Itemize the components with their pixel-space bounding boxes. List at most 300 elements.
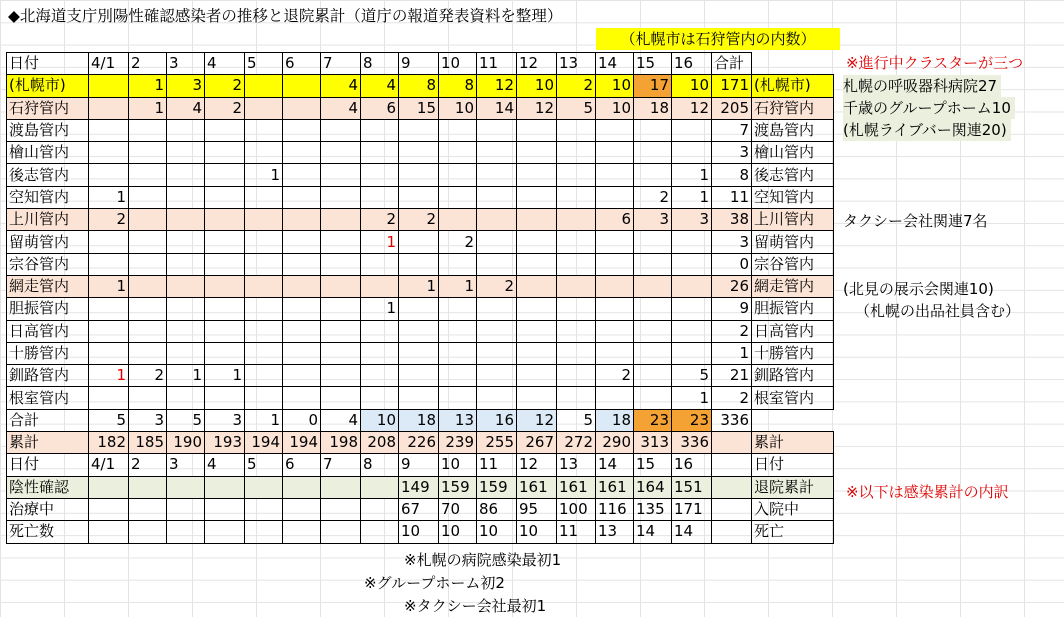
- region-row: [7, 209, 834, 231]
- daily-count-cell: [672, 275, 712, 297]
- daily-count-cell: [89, 75, 129, 97]
- region-name: 空知管内: [7, 186, 89, 208]
- daily-count-cell: [321, 320, 361, 342]
- cluster-note-3: (札幌ライブバー関連20): [843, 119, 1011, 141]
- daily-count-cell: [517, 320, 557, 342]
- daily-count-cell: 4: [167, 97, 205, 119]
- daily-count-cell: 2: [205, 97, 245, 119]
- daily-count-cell: [283, 97, 321, 119]
- region-name: 檜山管内: [7, 142, 89, 164]
- daily-count-cell: 2: [596, 365, 634, 387]
- daily-count-cell: 10: [517, 75, 557, 97]
- daily-count-cell: 1: [89, 275, 129, 297]
- daily-count-cell: 1: [672, 186, 712, 208]
- region-name-right: 日高管内: [752, 320, 834, 342]
- daily-count-cell: [634, 231, 672, 253]
- date-cell-2: 10: [439, 454, 477, 476]
- daily-count-cell: [634, 119, 672, 141]
- region-row: [7, 253, 834, 275]
- region-total: 9: [712, 298, 752, 320]
- daily-count-cell: [89, 164, 129, 186]
- region-name: 網走管内: [7, 275, 89, 297]
- negative-label-right: 退院累計: [752, 476, 834, 498]
- daily-count-cell: 1: [439, 275, 477, 297]
- daily-count-cell: [634, 365, 672, 387]
- daily-count-cell: 1: [89, 365, 129, 387]
- daily-count-cell: [361, 342, 399, 364]
- cumulative-cell: 239: [439, 432, 477, 454]
- date-cell-2: 11: [477, 454, 517, 476]
- negative-cell: 151: [672, 476, 712, 498]
- death-cell: 10: [477, 521, 517, 543]
- negative-cell: 159: [439, 476, 477, 498]
- daily-count-cell: [283, 209, 321, 231]
- date-empty-2: [712, 454, 752, 476]
- daily-count-cell: 15: [399, 97, 439, 119]
- daily-count-cell: [245, 97, 283, 119]
- daily-count-cell: 2: [129, 365, 167, 387]
- daily-count-cell: [283, 231, 321, 253]
- daily-count-cell: [361, 365, 399, 387]
- death-cell: 14: [672, 521, 712, 543]
- daily-count-cell: 1: [672, 164, 712, 186]
- daily-count-cell: [361, 275, 399, 297]
- treatment-cell: 135: [634, 498, 672, 520]
- daily-count-cell: [557, 275, 596, 297]
- daily-count-cell: [167, 342, 205, 364]
- daily-count-cell: [167, 298, 205, 320]
- daily-count-cell: [517, 186, 557, 208]
- header-date-cell: 2: [129, 53, 167, 75]
- daily-count-cell: [517, 142, 557, 164]
- region-name-right: 根室管内: [752, 387, 834, 409]
- negative-cell: 161: [557, 476, 596, 498]
- daily-count-cell: 10: [672, 75, 712, 97]
- treatment-label-right: 入院中: [752, 498, 834, 520]
- daily-count-cell: [361, 320, 399, 342]
- daily-count-cell: [439, 164, 477, 186]
- cluster-note-2: 千歳のグループホーム10: [843, 97, 1015, 119]
- daily-count-cell: [205, 209, 245, 231]
- daily-count-cell: [634, 320, 672, 342]
- death-cell: [245, 521, 283, 543]
- daily-count-cell: [361, 387, 399, 409]
- date-cell-2: 12: [517, 454, 557, 476]
- region-name: 留萌管内: [7, 231, 89, 253]
- region-name: 石狩管内: [7, 97, 89, 119]
- daily-count-cell: [129, 164, 167, 186]
- region-total: 205: [712, 97, 752, 119]
- daily-count-cell: [596, 164, 634, 186]
- daily-count-cell: [399, 387, 439, 409]
- daily-count-cell: [129, 209, 167, 231]
- negative-cell: 149: [399, 476, 439, 498]
- daily-count-cell: [167, 186, 205, 208]
- daily-total-cell: 13: [439, 409, 477, 431]
- region-name-right: 空知管内: [752, 186, 834, 208]
- daily-count-cell: 5: [557, 97, 596, 119]
- daily-count-cell: [167, 164, 205, 186]
- daily-count-cell: [245, 387, 283, 409]
- daily-count-cell: 1: [361, 298, 399, 320]
- taxi-note: タクシー会社関連7名: [843, 212, 988, 230]
- cumulative-empty: [712, 432, 752, 454]
- daily-count-cell: [205, 119, 245, 141]
- daily-count-cell: [557, 142, 596, 164]
- daily-total-cell: 23: [672, 409, 712, 431]
- daily-count-cell: 1: [672, 387, 712, 409]
- negative-cell: [167, 476, 205, 498]
- death-cell: 11: [557, 521, 596, 543]
- negative-cell: 159: [477, 476, 517, 498]
- daily-count-cell: 17: [634, 75, 672, 97]
- header-date-cell: 12: [517, 53, 557, 75]
- date-cell-2: 3: [167, 454, 205, 476]
- negative-cell: [361, 476, 399, 498]
- daily-total-cell: 3: [129, 409, 167, 431]
- negative-empty: [712, 476, 752, 498]
- region-name-right: 後志管内: [752, 164, 834, 186]
- region-row: [7, 320, 834, 342]
- cumulative-cell: 185: [129, 432, 167, 454]
- daily-count-cell: 1: [167, 365, 205, 387]
- daily-count-cell: 1: [129, 75, 167, 97]
- date-cell-2: 14: [596, 454, 634, 476]
- daily-count-cell: [245, 119, 283, 141]
- daily-count-cell: [89, 342, 129, 364]
- region-total: 26: [712, 275, 752, 297]
- treatment-cell: 100: [557, 498, 596, 520]
- daily-count-cell: [557, 164, 596, 186]
- daily-count-cell: [245, 209, 283, 231]
- region-name-right: 檜山管内: [752, 142, 834, 164]
- cumulative-label-right: 累計: [752, 432, 834, 454]
- total-row: [7, 409, 834, 431]
- daily-total-cell: 3: [205, 409, 245, 431]
- daily-total-cell: 10: [361, 409, 399, 431]
- region-name-right: 釧路管内: [752, 365, 834, 387]
- region-total: 8: [712, 164, 752, 186]
- daily-count-cell: [634, 142, 672, 164]
- daily-count-cell: 5: [672, 365, 712, 387]
- cumulative-cell: 313: [634, 432, 672, 454]
- daily-count-cell: [557, 365, 596, 387]
- negative-cell: [129, 476, 167, 498]
- death-cell: [321, 521, 361, 543]
- header-date-cell: 5: [245, 53, 283, 75]
- daily-count-cell: [399, 365, 439, 387]
- cumulative-cell: 290: [596, 432, 634, 454]
- cluster-header-note: ※進行中クラスターが三つ: [846, 54, 1024, 72]
- daily-count-cell: [361, 186, 399, 208]
- daily-count-cell: [439, 142, 477, 164]
- region-row: [7, 387, 834, 409]
- daily-count-cell: [399, 119, 439, 141]
- daily-count-cell: [634, 164, 672, 186]
- daily-count-cell: [477, 142, 517, 164]
- treatment-cell: [205, 498, 245, 520]
- death-cell: 10: [517, 521, 557, 543]
- daily-count-cell: 2: [89, 209, 129, 231]
- daily-count-cell: 2: [205, 75, 245, 97]
- daily-count-cell: [596, 342, 634, 364]
- date-cell-2: 7: [321, 454, 361, 476]
- region-row: [7, 164, 834, 186]
- daily-count-cell: [283, 387, 321, 409]
- daily-count-cell: 12: [517, 97, 557, 119]
- daily-count-cell: [321, 275, 361, 297]
- date-row-2: [7, 454, 834, 476]
- region-name: 十勝管内: [7, 342, 89, 364]
- daily-count-cell: [517, 164, 557, 186]
- daily-count-cell: 1: [205, 365, 245, 387]
- daily-count-cell: [596, 253, 634, 275]
- table-body: [7, 53, 834, 544]
- header-date-cell: 7: [321, 53, 361, 75]
- daily-count-cell: [283, 119, 321, 141]
- daily-count-cell: [245, 75, 283, 97]
- daily-count-cell: [129, 320, 167, 342]
- treatment-cell: 70: [439, 498, 477, 520]
- daily-count-cell: [596, 387, 634, 409]
- daily-count-cell: [245, 275, 283, 297]
- daily-count-cell: 12: [672, 97, 712, 119]
- daily-count-cell: [399, 231, 439, 253]
- region-name: 渡島管内: [7, 119, 89, 141]
- daily-count-cell: [167, 142, 205, 164]
- daily-count-cell: [477, 342, 517, 364]
- region-name: 釧路管内: [7, 365, 89, 387]
- negative-cell: [321, 476, 361, 498]
- date-cell-2: 15: [634, 454, 672, 476]
- header-blank: [752, 53, 834, 75]
- region-name: (札幌市): [7, 75, 89, 97]
- region-name-right: 留萌管内: [752, 231, 834, 253]
- daily-count-cell: 2: [399, 209, 439, 231]
- cumulative-cell: 226: [399, 432, 439, 454]
- daily-count-cell: [399, 142, 439, 164]
- date-cell-2: 4: [205, 454, 245, 476]
- daily-count-cell: [634, 387, 672, 409]
- daily-count-cell: 3: [672, 209, 712, 231]
- daily-count-cell: [167, 231, 205, 253]
- kitami-sub-note: （札幌の出品社員含む）: [855, 302, 1021, 320]
- cumulative-cell: 194: [283, 432, 321, 454]
- negative-cell: [283, 476, 321, 498]
- daily-count-cell: 10: [439, 97, 477, 119]
- daily-count-cell: 18: [634, 97, 672, 119]
- daily-count-cell: [672, 342, 712, 364]
- daily-count-cell: 1: [129, 97, 167, 119]
- daily-total-cell: 0: [283, 409, 321, 431]
- treatment-cell: [283, 498, 321, 520]
- daily-count-cell: [477, 209, 517, 231]
- daily-count-cell: [557, 119, 596, 141]
- daily-count-cell: [477, 298, 517, 320]
- treatment-label: 治療中: [7, 498, 89, 520]
- daily-count-cell: [321, 342, 361, 364]
- header-date-cell: 11: [477, 53, 517, 75]
- region-row: [7, 231, 834, 253]
- daily-total-cell: 1: [245, 409, 283, 431]
- daily-count-cell: [321, 209, 361, 231]
- date-cell-2: 8: [361, 454, 399, 476]
- daily-count-cell: [634, 253, 672, 275]
- treatment-cell: [321, 498, 361, 520]
- death-cell: [361, 521, 399, 543]
- death-empty: [712, 521, 752, 543]
- daily-count-cell: [283, 298, 321, 320]
- region-row: [7, 275, 834, 297]
- daily-count-cell: [477, 119, 517, 141]
- breakdown-note: ※以下は感染累計の内訳: [846, 483, 1009, 501]
- header-date-cell: 8: [361, 53, 399, 75]
- daily-count-cell: [557, 342, 596, 364]
- daily-count-cell: [283, 320, 321, 342]
- total-blank: [752, 409, 834, 431]
- daily-count-cell: [517, 253, 557, 275]
- daily-count-cell: 8: [439, 75, 477, 97]
- daily-count-cell: 10: [596, 97, 634, 119]
- daily-count-cell: [672, 253, 712, 275]
- date-label-right-2: 日付: [752, 454, 834, 476]
- daily-count-cell: [129, 119, 167, 141]
- header-date-cell: 3: [167, 53, 205, 75]
- header-date-cell: 14: [596, 53, 634, 75]
- daily-count-cell: 1: [361, 231, 399, 253]
- daily-count-cell: 2: [557, 75, 596, 97]
- daily-count-cell: [89, 142, 129, 164]
- daily-count-cell: [634, 275, 672, 297]
- negative-cell: [205, 476, 245, 498]
- daily-count-cell: [557, 209, 596, 231]
- region-total: 3: [712, 142, 752, 164]
- date-cell-2: 6: [283, 454, 321, 476]
- header-date-cell: 4/1: [89, 53, 129, 75]
- region-row: [7, 365, 834, 387]
- daily-count-cell: [672, 231, 712, 253]
- daily-count-cell: [399, 298, 439, 320]
- daily-count-cell: [205, 186, 245, 208]
- daily-count-cell: 4: [321, 97, 361, 119]
- daily-count-cell: [205, 142, 245, 164]
- negative-cell: 161: [596, 476, 634, 498]
- region-total: 38: [712, 209, 752, 231]
- daily-count-cell: [205, 342, 245, 364]
- daily-total-cell: 18: [399, 409, 439, 431]
- daily-count-cell: [517, 387, 557, 409]
- negative-cell: 164: [634, 476, 672, 498]
- daily-count-cell: [245, 320, 283, 342]
- daily-count-cell: [321, 365, 361, 387]
- header-date-cell: 16: [672, 53, 712, 75]
- daily-count-cell: [89, 231, 129, 253]
- date-cell-2: 5: [245, 454, 283, 476]
- daily-count-cell: [517, 231, 557, 253]
- header-row: [7, 53, 834, 75]
- date-cell-2: 2: [129, 454, 167, 476]
- death-cell: [283, 521, 321, 543]
- daily-count-cell: [477, 231, 517, 253]
- daily-count-cell: [399, 342, 439, 364]
- daily-count-cell: [205, 164, 245, 186]
- header-date-label: 日付: [7, 53, 89, 75]
- daily-count-cell: [245, 342, 283, 364]
- daily-count-cell: [89, 253, 129, 275]
- daily-count-cell: [439, 365, 477, 387]
- header-total-label: 合計: [712, 53, 752, 75]
- daily-count-cell: [283, 75, 321, 97]
- daily-count-cell: [361, 164, 399, 186]
- daily-count-cell: [321, 387, 361, 409]
- death-cell: 10: [399, 521, 439, 543]
- daily-count-cell: [672, 142, 712, 164]
- region-row: [7, 75, 834, 97]
- daily-count-cell: [517, 275, 557, 297]
- daily-count-cell: [439, 387, 477, 409]
- date-cell-2: 16: [672, 454, 712, 476]
- region-name: 宗谷管内: [7, 253, 89, 275]
- daily-count-cell: [205, 231, 245, 253]
- daily-count-cell: [672, 298, 712, 320]
- daily-count-cell: [596, 142, 634, 164]
- region-name-right: (札幌市): [752, 75, 834, 97]
- cumulative-cell: 272: [557, 432, 596, 454]
- daily-count-cell: [205, 320, 245, 342]
- header-date-cell: 15: [634, 53, 672, 75]
- daily-count-cell: [477, 365, 517, 387]
- daily-count-cell: [596, 186, 634, 208]
- daily-count-cell: [557, 387, 596, 409]
- region-total: 2: [712, 320, 752, 342]
- death-cell: [129, 521, 167, 543]
- daily-count-cell: [399, 186, 439, 208]
- cumulative-cell: 193: [205, 432, 245, 454]
- daily-count-cell: [596, 231, 634, 253]
- daily-count-cell: [557, 253, 596, 275]
- region-total: 1: [712, 342, 752, 364]
- daily-count-cell: 1: [245, 164, 283, 186]
- daily-count-cell: [283, 186, 321, 208]
- daily-count-cell: [361, 142, 399, 164]
- region-total: 2: [712, 387, 752, 409]
- daily-count-cell: [321, 186, 361, 208]
- daily-count-cell: [205, 253, 245, 275]
- death-row: [7, 521, 834, 543]
- daily-count-cell: [596, 298, 634, 320]
- negative-cell: [89, 476, 129, 498]
- daily-count-cell: [439, 209, 477, 231]
- negative-cell: [245, 476, 283, 498]
- daily-count-cell: [361, 119, 399, 141]
- treatment-empty: [712, 498, 752, 520]
- daily-count-cell: 1: [89, 186, 129, 208]
- daily-count-cell: [283, 275, 321, 297]
- daily-count-cell: [557, 320, 596, 342]
- daily-count-cell: [167, 119, 205, 141]
- region-total: 171: [712, 75, 752, 97]
- footnote-3: ※タクシー会社最初1: [404, 597, 547, 615]
- cumulative-cell: 255: [477, 432, 517, 454]
- daily-count-cell: [167, 320, 205, 342]
- death-cell: [89, 521, 129, 543]
- daily-count-cell: [129, 275, 167, 297]
- region-total: 21: [712, 365, 752, 387]
- daily-total-cell: 5: [167, 409, 205, 431]
- region-name-right: 渡島管内: [752, 119, 834, 141]
- treatment-cell: [167, 498, 205, 520]
- negative-row: [7, 476, 834, 498]
